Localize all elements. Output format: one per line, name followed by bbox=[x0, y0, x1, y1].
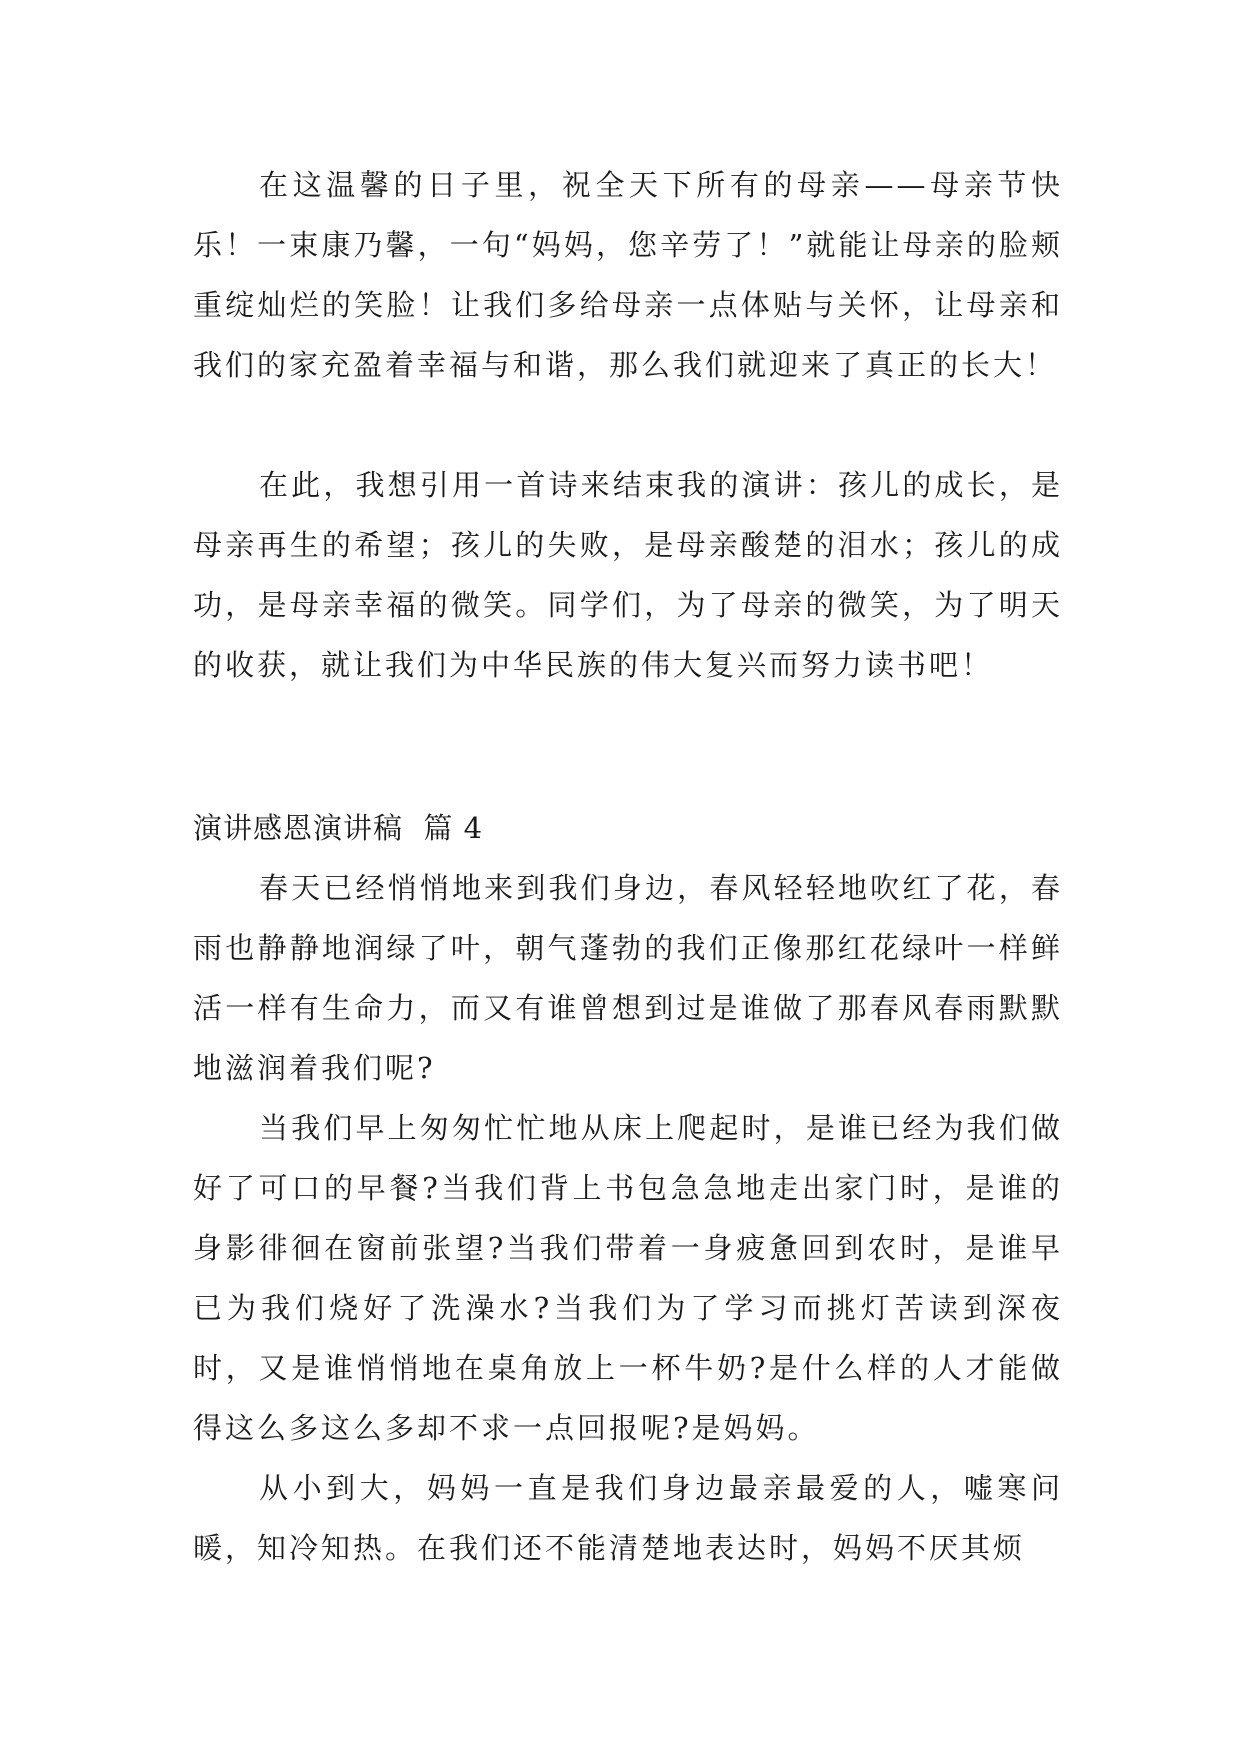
paragraph-since-childhood: 从小到大，妈妈一直是我们身边最亲最爱的人，嘘寒问暖，知冷知热。在我们还不能清楚地表达时，妈妈不厌其烦 bbox=[193, 1471, 1063, 1565]
paragraph-closing-poem: 在此，我想引用一首诗来结束我的演讲：孩儿的成长，是母亲再生的希望；孩儿的失败，是母亲酸楚的泪水；孩儿的成功，是母亲幸福的微笑。同学们，为了母亲的微笑，为了明天的收获，就让我们为中华民族的伟大复兴而努力读书吧！ bbox=[193, 468, 1063, 682]
paragraph-who-cares: 当我们早上匆匆忙忙地从床上爬起时，是谁已经为我们做好了可口的早餐?当我们背上书包急急地走出家门时，是谁的身影徘徊在窗前张望?当我们带着一身疲惫回到农时，是谁早已为我们烧好了洗澡水?当我们为了学习而挑灯苦读到深夜时，又是谁悄悄地在桌角放上一杯牛奶?是什么样的人才能做得这么多这么多却不求一点回报呢?是妈妈。 bbox=[193, 1111, 1063, 1445]
section-heading: 演讲感恩演讲稿 篇 4 bbox=[193, 811, 484, 845]
paragraph-mothers-day-wish: 在这温馨的日子里，祝全天下所有的母亲——母亲节快乐！一束康乃馨，一句“妈妈，您辛劳了！”就能让母亲的脸颊重绽灿烂的笑脸！让我们多给母亲一点体贴与关怀，让母亲和我们的家充盈着幸福与和谐，那么我们就迎来了真正的长大！ bbox=[193, 168, 1063, 382]
paragraph-spring: 春天已经悄悄地来到我们身边，春风轻轻地吹红了花，春雨也静静地润绿了叶，朝气蓬勃的我们正像那红花绿叶一样鲜活一样有生命力，而又有谁曾想到过是谁做了那春风春雨默默地滋润着我们呢? bbox=[193, 871, 1063, 1085]
